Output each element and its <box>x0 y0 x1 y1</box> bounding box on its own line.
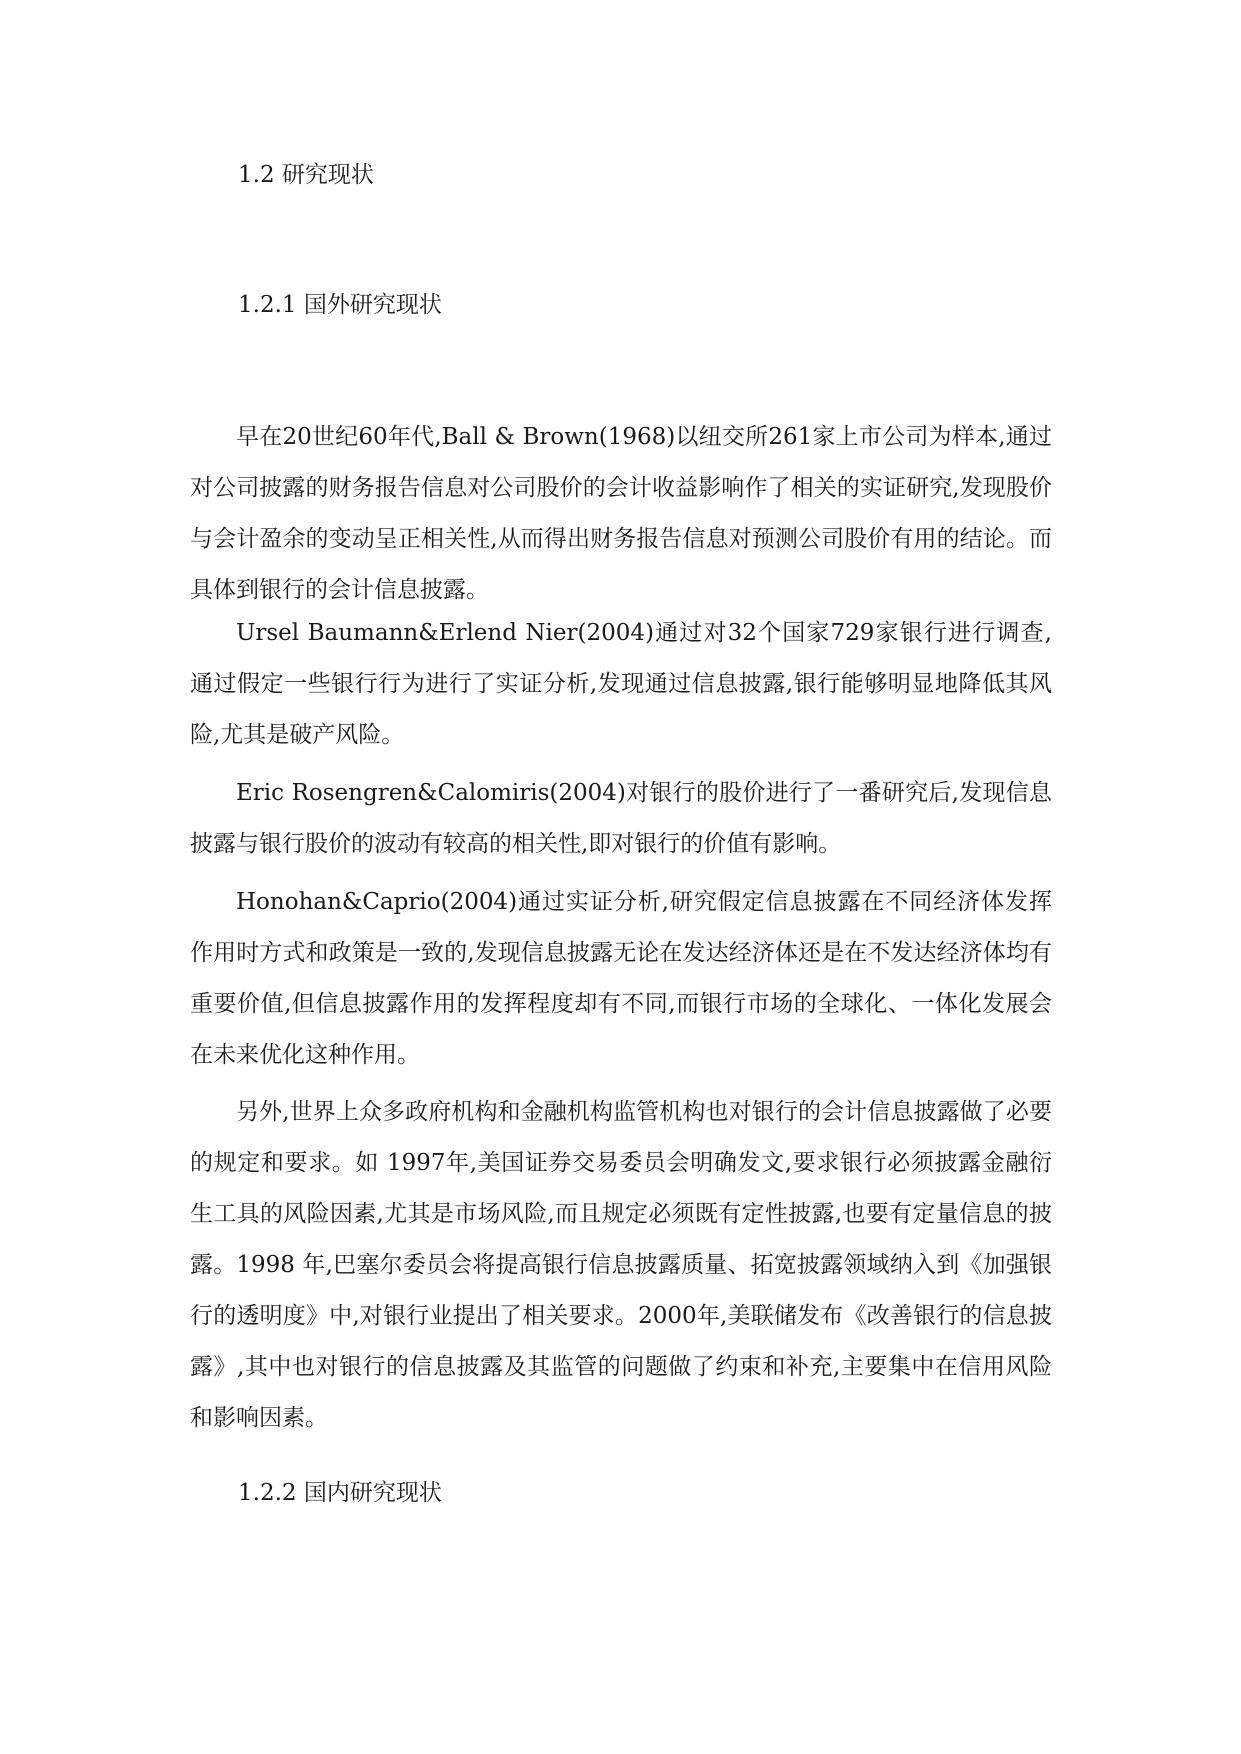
paragraph-ball-brown: 早在20世纪60年代,Ball & Brown(1968)以纽交所261家上市公司为样本,通过对公司披露的财务报告信息对公司股价的会计收益影响作了相关的实证研究,发现股价与会计盈余的变动呈正相关性,从而得出财务报告信息对预测公司股价有用的结论。而具体到银行的会计信息披露。 <box>190 424 1052 603</box>
paragraph-regulators: 另外,世界上众多政府机构和金融机构监管机构也对银行的会计信息披露做了必要的规定和要求。如 1997年,美国证券交易委员会明确发文,要求银行必须披露金融衍生工具的风险因素,尤其是市场风险,而且规定必须既有定性披露,也要有定量信息的披露。1998 年,巴塞尔委员会将提高银行信息披露质量、拓宽披露领域纳入到《加强银行的透明度》中,对银行业提出了相关要求。2000年,美联储发布《改善银行的信息披露》,其中也对银行的信息披露及其监管的问题做了约束和补充,主要集中在信用风险和影响因素。 <box>190 1099 1052 1431</box>
section-heading-1-2-1: 1.2.1 国外研究现状 <box>238 292 442 318</box>
paragraph-rosengren-calomiris: Eric Rosengren&Calomiris(2004)对银行的股价进行了一番研究后,发现信息披露与银行股价的波动有较高的相关性,即对银行的价值有影响。 <box>190 780 1052 857</box>
paragraph-honohan-caprio: Honohan&Caprio(2004)通过实证分析,研究假定信息披露在不同经济体发挥作用时方式和政策是一致的,发现信息披露无论在发达经济体还是在不发达经济体均有重要价值,但信息披露作用的发挥程度却有不同,而银行市场的全球化、一体化发展会在未来优化这种作用。 <box>190 889 1052 1068</box>
section-heading-1-2-2: 1.2.2 国内研究现状 <box>238 1480 442 1506</box>
paragraph-baumann-nier: Ursel Baumann&Erlend Nier(2004)通过对32个国家729家银行进行调查,通过假定一些银行行为进行了实证分析,发现通过信息披露,银行能够明显地降低其风险,尤其是破产风险。 <box>190 620 1052 748</box>
section-heading-1-2: 1.2 研究现状 <box>238 162 374 188</box>
